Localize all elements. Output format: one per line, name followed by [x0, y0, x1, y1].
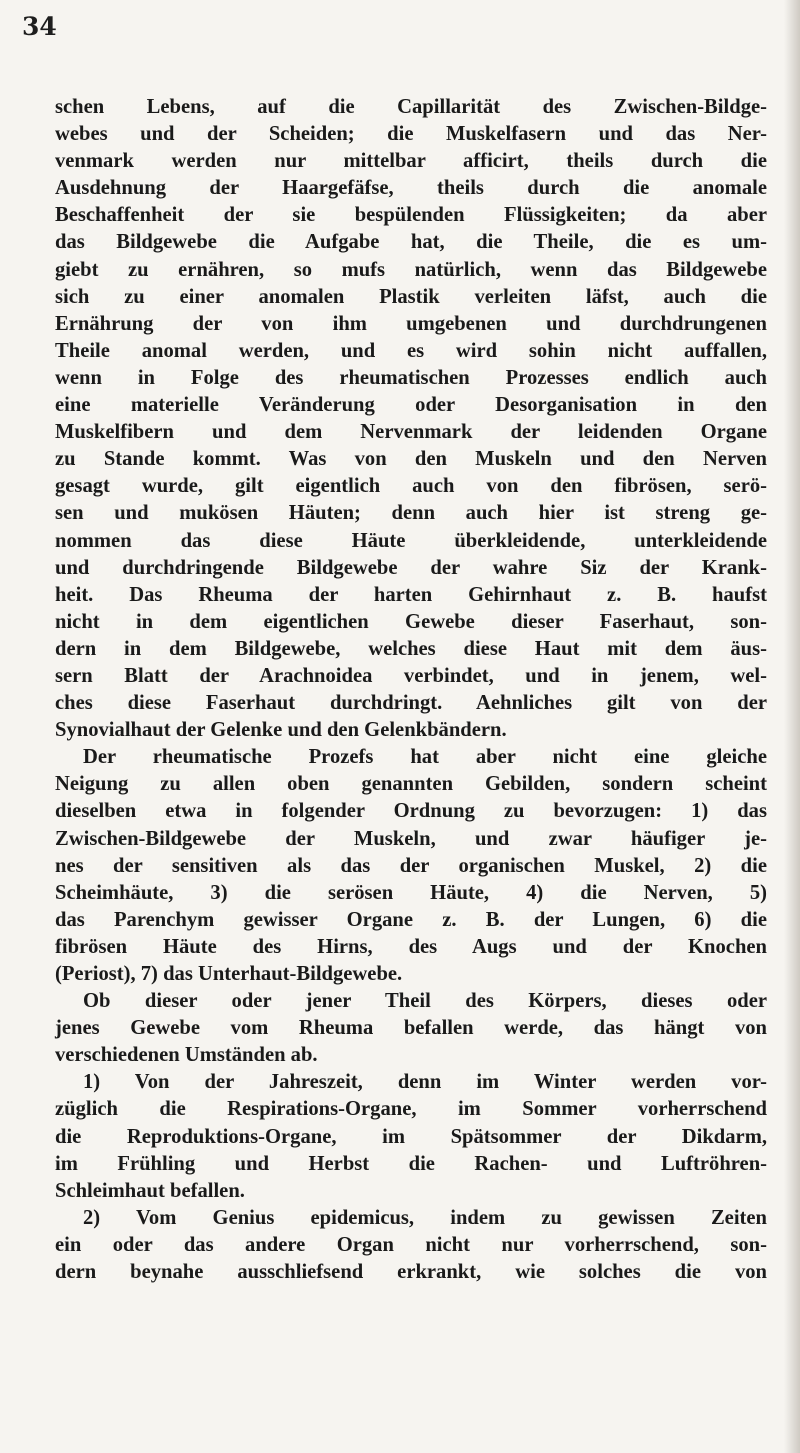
text-line: sich zu einer anomalen Plastik verleiten läfst, auch die	[55, 285, 767, 308]
text-line: die Reproduktions-Organe, im Spätsommer der Dikdarm,	[55, 1125, 767, 1148]
text-line: und durchdringende Bildgewebe der wahre Siz der Krank-	[55, 556, 767, 579]
text-line: Ausdehnung der Haargefäfse, theils durch die anomale	[55, 177, 767, 200]
text-line: heit. Das Rheuma der harten Gehirnhaut z. B. haufst	[55, 583, 767, 606]
text-line: Synovialhaut der Gelenke und den Gelenkbändern.	[55, 719, 507, 742]
text-line: dieselben etwa in folgender Ordnung zu bevorzugen: 1) das	[55, 800, 767, 823]
text-line: venmark werden nur mittelbar afficirt, theils durch die	[55, 150, 767, 173]
text-line: ches diese Faserhaut durchdringt. Aehnliches gilt von der	[55, 692, 767, 715]
text-line: nommen das diese Häute überkleidende, unterkleidende	[55, 529, 767, 552]
text-line: züglich die Respirations-Organe, im Sommer vorherrschend	[55, 1098, 767, 1121]
text-line: dern beynahe ausschliefsend erkrankt, wie solches die von	[55, 1261, 767, 1284]
text-line: zu Stande kommt. Was von den Muskeln und den Nerven	[55, 448, 767, 471]
text-line: jenes Gewebe vom Rheuma befallen werde, das hängt von	[55, 1017, 767, 1040]
text-line: nes der sensitiven als das der organischen Muskel, 2) die	[55, 854, 767, 877]
text-line: eine materielle Veränderung oder Desorganisation in den	[55, 394, 767, 417]
text-line: Muskelfibern und dem Nervenmark der leidenden Organe	[55, 421, 767, 444]
text-line: sern Blatt der Arachnoidea verbindet, und in jenem, wel-	[55, 664, 767, 687]
text-line: Neigung zu allen oben genannten Gebilden, sondern scheint	[55, 773, 767, 796]
text-line: Beschaffenheit der sie bespülenden Flüssigkeiten; da aber	[55, 204, 767, 227]
text-line: verschiedenen Umständen ab.	[55, 1044, 318, 1067]
text-line: giebt zu ernähren, so mufs natürlich, wenn das Bildgewebe	[55, 258, 767, 281]
text-line: Scheimhäute, 3) die serösen Häute, 4) die Nerven, 5)	[55, 881, 767, 904]
text-line: schen Lebens, auf die Capillarität des Zwischen-Bildge-	[55, 96, 767, 118]
text-line: das Parenchym gewisser Organe z. B. der Lungen, 6) die	[55, 908, 767, 931]
text-line: sen und mukösen Häuten; denn auch hier ist streng ge-	[55, 502, 767, 525]
text-line: Zwischen-Bildgewebe der Muskeln, und zwar häufiger je-	[55, 827, 767, 850]
text-line: Der rheumatische Prozefs hat aber nicht eine gleiche	[83, 746, 767, 769]
body-text	[55, 94, 767, 1286]
page-edge-shadow	[784, 0, 800, 1453]
text-line: Theile anomal werden, und es wird sohin nicht auffallen,	[55, 339, 767, 362]
text-line: im Frühling und Herbst die Rachen- und Luftröhren-	[55, 1152, 767, 1175]
page-number: 34	[22, 12, 57, 41]
text-line: Ernährung der von ihm umgebenen und durchdrungenen	[55, 312, 767, 335]
text-line: 2) Vom Genius epidemicus, indem zu gewissen Zeiten	[83, 1206, 767, 1229]
text-line: fibrösen Häute des Hirns, des Augs und der Knochen	[55, 935, 767, 958]
text-line: Schleimhaut befallen.	[55, 1179, 245, 1202]
text-line: 1) Von der Jahreszeit, denn im Winter werden vor-	[83, 1071, 767, 1094]
text-line: gesagt wurde, gilt eigentlich auch von den fibrösen, serö-	[55, 475, 767, 498]
text-line: webes und der Scheiden; die Muskelfasern und das Ner-	[55, 123, 767, 146]
text-line: Ob dieser oder jener Theil des Körpers, dieses oder	[83, 990, 767, 1013]
text-line: nicht in dem eigentlichen Gewebe dieser Faserhaut, son-	[55, 610, 767, 633]
text-line: (Periost), 7) das Unterhaut-Bildgewebe.	[55, 963, 403, 985]
text-line: dern in dem Bildgewebe, welches diese Haut mit dem äus-	[55, 637, 767, 660]
text-line: ein oder das andere Organ nicht nur vorherrschend, son-	[55, 1233, 767, 1256]
text-line: wenn in Folge des rheumatischen Prozesses endlich auch	[55, 366, 767, 389]
text-line: das Bildgewebe die Aufgabe hat, die Theile, die es um-	[55, 231, 767, 254]
